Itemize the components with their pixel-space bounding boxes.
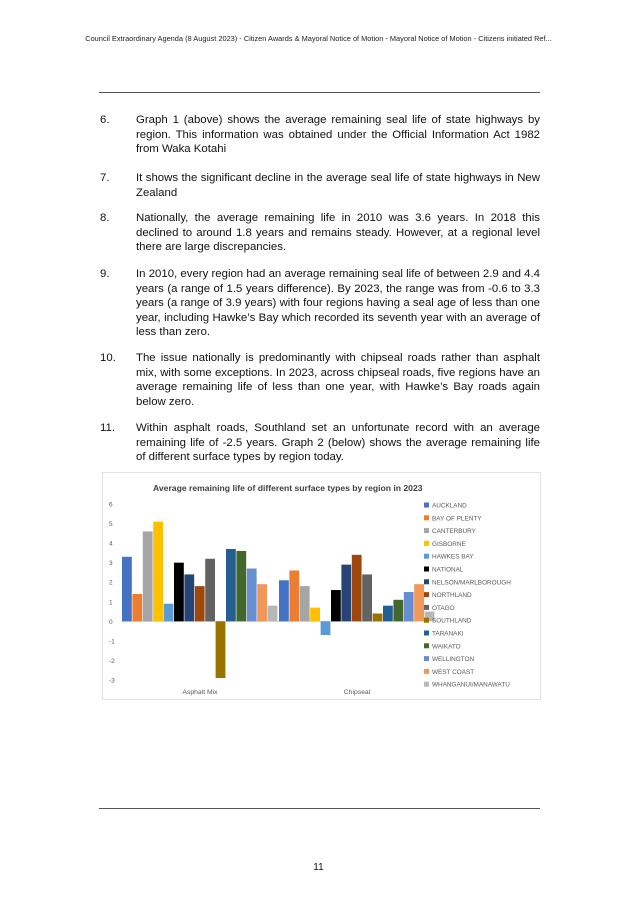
legend-label: TARANAKI (432, 630, 464, 638)
paragraph-number: 9. (100, 268, 110, 280)
legend-swatch (424, 643, 429, 648)
paragraph-text: Within asphalt roads, Southland set an unfortunate record with an average remaining life of -2.5 years. Graph 2 (below) shows the average remaining life of different surface types by region today. (136, 422, 540, 464)
bar-taranaki-chipseal (383, 606, 393, 622)
bottom-divider (99, 808, 540, 809)
bar-hawkes-bay-asphalt-mix (164, 604, 174, 622)
bar-waikato-chipseal (393, 600, 403, 622)
bar-gisborne-asphalt-mix (153, 522, 163, 622)
y-tick-label: -1 (109, 638, 115, 646)
bar-southland-chipseal (373, 614, 383, 622)
chart-title: Average remaining life of different surface types by region in 2023 (153, 483, 423, 493)
legend-swatch (424, 579, 429, 584)
bar-whanganui-manawatu-asphalt-mix (268, 606, 278, 622)
y-tick-label: 3 (109, 560, 113, 568)
document-header: Council Extraordinary Agenda (8 August 2023) - Citizen Awards & Mayoral Notice of Motion - Mayoral Notice of Motion - Citizens initiated Ref... (85, 34, 552, 43)
bar-bay-of-plenty-chipseal (289, 570, 299, 621)
page-number: 11 (313, 862, 324, 873)
paragraph-text: Graph 1 (above) shows the average remaining seal life of state highways by region. This information was obtained under the Official Information Act 1982 from Waka Kotahi (136, 114, 540, 156)
legend-label: NORTHLAND (432, 592, 472, 600)
paragraph-text: Nationally, the average remaining life in 2010 was 3.6 years. In 2018 this declined to around 1.8 years and remains steady. However, at a regional level there are large discrepancies. (136, 212, 540, 254)
legend-label: HAWKES BAY (432, 553, 474, 561)
legend-swatch (424, 669, 429, 674)
paragraph-text: The issue nationally is predominantly with chipseal roads rather than asphalt mix, with some exceptions. In 2023, across chipseal roads, five regions have an average remaining life of less than one year, with Hawke’s Bay roads again below zero. (136, 352, 540, 408)
paragraph-text: It shows the significant decline in the average seal life of state highways in New Zealand (136, 172, 540, 199)
paragraph-number: 10. (100, 352, 116, 364)
bar-nelson-marlborough-chipseal (341, 565, 351, 622)
bar-national-chipseal (331, 590, 341, 621)
bar-taranaki-asphalt-mix (226, 549, 236, 621)
bar-series (122, 522, 434, 678)
y-tick-label: 0 (109, 618, 113, 626)
paragraph-number: 6. (100, 114, 110, 126)
chart-legend (424, 503, 511, 689)
legend-swatch (424, 656, 429, 661)
legend-label: WHANGANUI/MANAWATU (432, 681, 510, 689)
legend-swatch (424, 567, 429, 572)
legend-label: BAY OF PLENTY (432, 515, 482, 523)
bar-waikato-asphalt-mix (236, 551, 246, 621)
legend-swatch (424, 515, 429, 520)
bar-northland-chipseal (352, 555, 362, 621)
y-tick-label: 1 (109, 599, 113, 607)
y-axis-ticks (109, 502, 115, 685)
y-tick-label: -3 (109, 677, 115, 685)
legend-swatch (424, 618, 429, 623)
y-tick-label: 5 (109, 521, 113, 529)
legend-label: WAIKATO (432, 643, 461, 651)
bar-auckland-chipseal (279, 580, 289, 621)
y-tick-label: -2 (109, 657, 115, 665)
paragraph-number: 7. (100, 172, 110, 184)
bar-canterbury-chipseal (300, 586, 310, 621)
legend-swatch (424, 528, 429, 533)
bar-west-coast-chipseal (414, 584, 424, 621)
bar-auckland-asphalt-mix (122, 557, 132, 622)
surface-life-chart (102, 472, 541, 700)
y-tick-label: 2 (109, 579, 113, 587)
legend-swatch (424, 503, 429, 508)
legend-swatch (424, 541, 429, 546)
bar-nelson-marlborough-asphalt-mix (184, 574, 194, 621)
legend-label: OTAGO (432, 604, 455, 612)
legend-label: SOUTHLAND (432, 617, 472, 625)
bar-wellington-chipseal (404, 592, 414, 621)
x-axis-labels (182, 689, 370, 696)
legend-label: AUCKLAND (432, 502, 467, 510)
bar-otago-asphalt-mix (205, 559, 215, 622)
bar-gisborne-chipseal (310, 608, 320, 622)
bar-bay-of-plenty-asphalt-mix (132, 594, 142, 621)
legend-label: NATIONAL (432, 566, 464, 574)
legend-label: WEST COAST (432, 668, 475, 676)
bar-west-coast-asphalt-mix (257, 584, 267, 621)
bar-northland-asphalt-mix (195, 586, 205, 621)
legend-swatch (424, 605, 429, 610)
legend-label: NELSON/MARLBOROUGH (432, 579, 511, 587)
legend-label: CANTERBURY (432, 528, 476, 536)
y-tick-label: 6 (109, 501, 113, 509)
legend-label: GISBORNE (432, 540, 466, 548)
y-tick-label: 4 (109, 540, 113, 548)
x-category-label: Asphalt Mix (182, 689, 218, 696)
bar-southland-asphalt-mix (216, 621, 226, 678)
legend-label: WELLINGTON (432, 656, 475, 664)
paragraph-number: 11. (100, 422, 115, 434)
bar-wellington-asphalt-mix (247, 569, 257, 622)
chart-canvas (103, 473, 540, 699)
paragraph-text: In 2010, every region had an average remaining seal life of between 2.9 and 4.4 years (a range of 1.5 years difference). By 2023, the range was from -0.6 to 3.3 years (a range of 3.9 years) with four regions having a seal age of less than one year, including Hawke’s Bay which recorded its seventh year with an average of less than zero. (136, 268, 540, 339)
x-category-label: Chipseal (343, 689, 371, 696)
legend-swatch (424, 554, 429, 559)
bar-canterbury-asphalt-mix (143, 531, 153, 621)
paragraph-number: 8. (100, 212, 110, 224)
legend-swatch (424, 631, 429, 636)
legend-swatch (424, 592, 429, 597)
bar-otago-chipseal (362, 574, 372, 621)
bar-hawkes-bay-chipseal (321, 621, 331, 635)
top-divider (99, 92, 540, 93)
legend-swatch (424, 682, 429, 687)
bar-national-asphalt-mix (174, 563, 184, 622)
